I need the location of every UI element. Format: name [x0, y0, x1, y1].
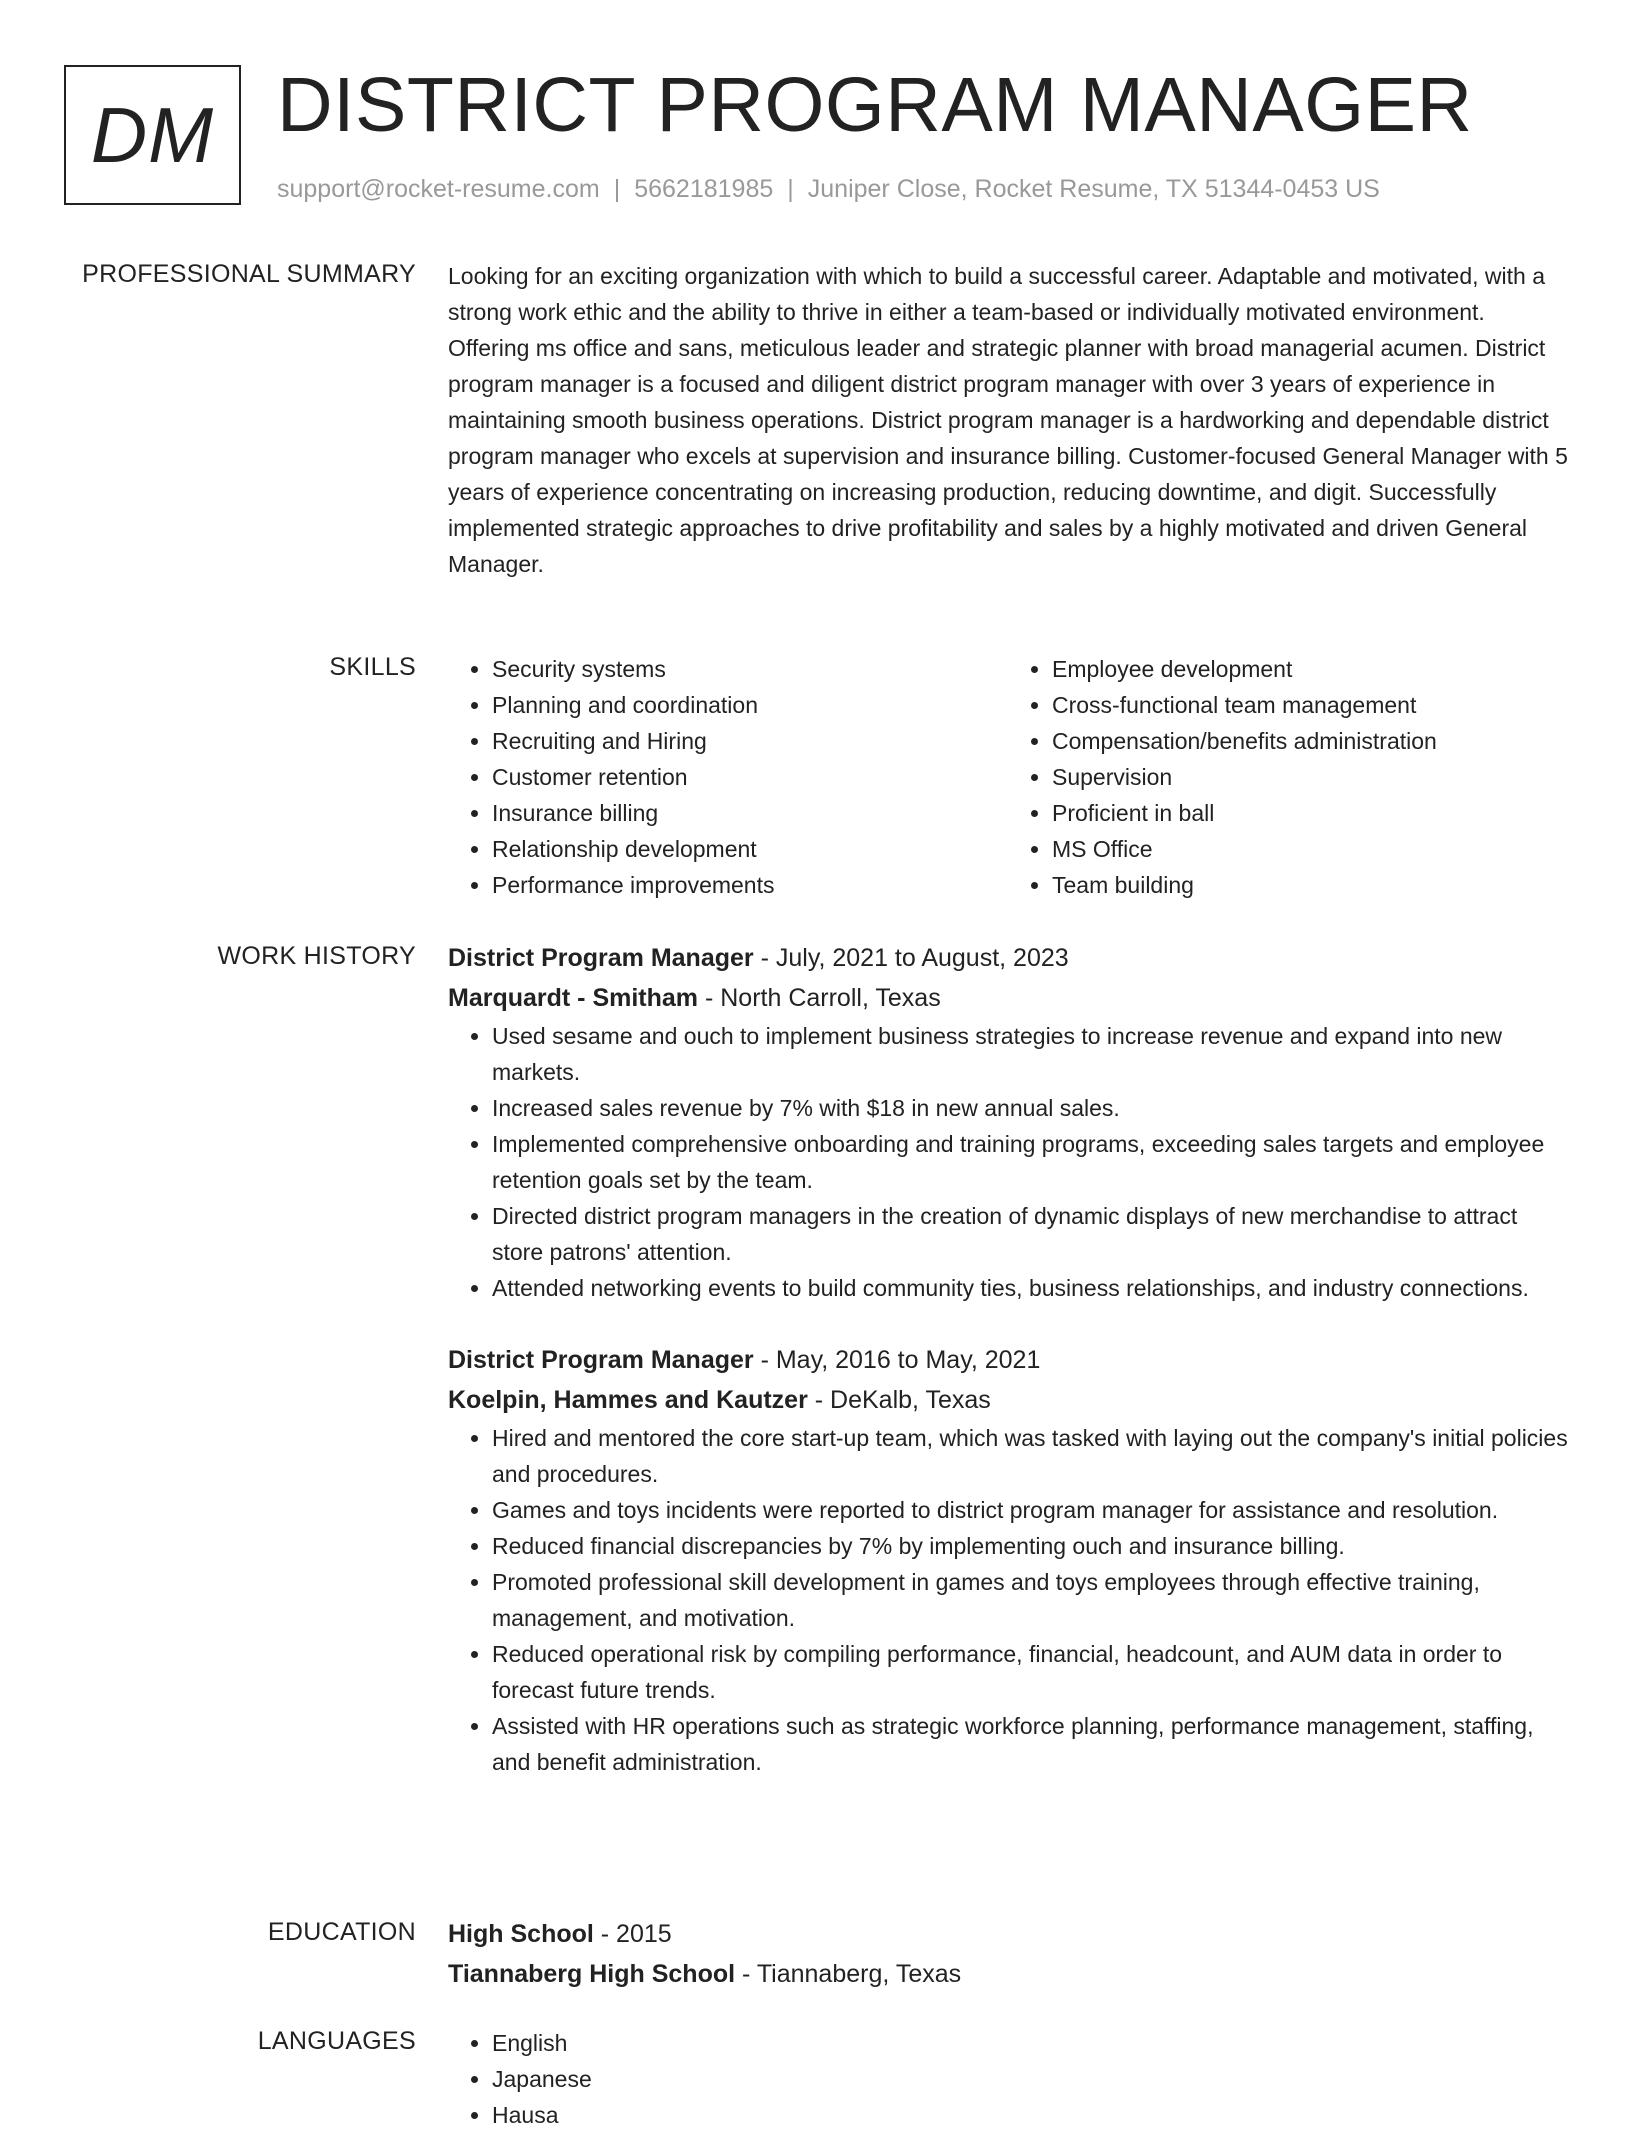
section-label-summary: PROFESSIONAL SUMMARY: [82, 260, 416, 288]
job-location: - North Carroll, Texas: [698, 984, 941, 1012]
section-label-skills: SKILLS: [329, 653, 416, 681]
skill-item: • Performance improvements: [492, 867, 1008, 903]
education-location: - Tiannaberg, Texas: [735, 1960, 962, 1988]
contact-address: Juniper Close, Rocket Resume, TX 51344-0453 US: [807, 175, 1380, 203]
job-dates: - July, 2021 to August, 2023: [753, 944, 1069, 972]
summary-text: Looking for an exciting organization with which to build a successful career. Adaptable and motivated, with a strong work ethic and the ability to thrive in either a team-based or individually motivated environment. Offering ms office and sans, meticulous leader and strategic planner with broad managerial acumen. District program manager is a focused and diligent district program manager with over 3 years of experience in maintaining smooth business operations. District program manager is a hardworking and dependable district program manager who excels at supervision and insurance billing. Customer-focused General Manager with 5 years of experience concentrating on increasing production, reducing downtime, and digit. Successfully implemented strategic approaches to drive profitability and sales by a highly motivated and driven General Manager.: [448, 263, 1568, 577]
section-label-work-history: WORK HISTORY: [217, 942, 416, 970]
skill-item: • Recruiting and Hiring: [492, 723, 1008, 759]
job-location: - DeKalb, Texas: [807, 1386, 991, 1414]
skill-item: • Proficient in ball: [1052, 795, 1568, 831]
job-bullet: • Promoted professional skill development in games and toys employees through effective training, management, and motivation.: [492, 1564, 1568, 1636]
contact-phone: 5662181985: [634, 175, 774, 203]
job-bullet: • Directed district program managers in the creation of dynamic displays of new merchandise to attract store patrons' attention.: [492, 1198, 1568, 1270]
education-degree: High School: [448, 1920, 594, 1948]
skill-item: • Employee development: [1052, 651, 1568, 687]
job-bullet: • Games and toys incidents were reported to district program manager for assistance and resolution.: [492, 1492, 1568, 1528]
skill-item: • Team building: [1052, 867, 1568, 903]
skills-list-left: [448, 651, 1008, 903]
job-bullet: • Assisted with HR operations such as strategic workforce planning, performance management, staffing, and benefit administration.: [492, 1708, 1568, 1780]
skills-columns: [448, 651, 1568, 903]
section-label-education: EDUCATION: [267, 1918, 416, 1946]
education-body: [448, 1914, 1568, 1994]
skill-item: • Cross-functional team management: [1052, 687, 1568, 723]
resume-header: [64, 62, 1568, 215]
job-title: District Program Manager: [448, 1346, 754, 1374]
work-history-body: [448, 938, 1568, 1814]
skill-item: • Supervision: [1052, 759, 1568, 795]
monogram-logo: DM: [64, 65, 241, 205]
skill-item: • MS Office: [1052, 831, 1568, 867]
summary-body: [448, 258, 1568, 582]
skill-item: • Customer retention: [492, 759, 1008, 795]
language-item: • Hausa: [492, 2097, 1568, 2133]
job-bullets: [448, 1018, 1568, 1306]
languages-body: [448, 2025, 1568, 2133]
skill-item: • Compensation/benefits administration: [1052, 723, 1568, 759]
job-bullet: • Increased sales revenue by 7% with $18 in new annual sales.: [492, 1090, 1568, 1126]
skill-item: • Planning and coordination: [492, 687, 1008, 723]
education-school: Tiannaberg High School: [448, 1960, 736, 1988]
job-entry: [448, 938, 1568, 1306]
job-title-line: [448, 1340, 1568, 1380]
section-label-languages: LANGUAGES: [257, 2027, 416, 2055]
skills-list-right: [1008, 651, 1568, 903]
job-bullet: • Reduced operational risk by compiling performance, financial, headcount, and AUM data in order to forecast future trends.: [492, 1636, 1568, 1708]
skill-item: • Insurance billing: [492, 795, 1008, 831]
contact-separator: |: [613, 175, 621, 203]
languages-list: [448, 2025, 1568, 2133]
page-title: DISTRICT PROGRAM MANAGER: [277, 62, 1473, 148]
job-company-line: [448, 1380, 1568, 1420]
job-bullet: • Reduced financial discrepancies by 7% by implementing ouch and insurance billing.: [492, 1528, 1568, 1564]
job-bullet: • Used sesame and ouch to implement business strategies to increase revenue and expand into new markets.: [492, 1018, 1568, 1090]
language-item: • Japanese: [492, 2061, 1568, 2097]
job-company: Koelpin, Hammes and Kautzer: [448, 1386, 808, 1414]
contact-separator: |: [787, 175, 794, 203]
job-bullet: • Hired and mentored the core start-up team, which was tasked with laying out the company's initial policies and procedures.: [492, 1420, 1568, 1492]
job-bullets: [448, 1420, 1568, 1780]
job-title: District Program Manager: [448, 944, 754, 972]
job-company-line: [448, 978, 1568, 1018]
contact-email: support@rocket-resume.com: [277, 175, 600, 203]
education-school-line: [448, 1954, 1568, 1994]
job-bullet: • Implemented comprehensive onboarding and training programs, exceeding sales targets and employee retention goals set by the team.: [492, 1126, 1568, 1198]
education-degree-line: [448, 1914, 1568, 1954]
job-title-line: [448, 938, 1568, 978]
skills-body: [448, 651, 1568, 903]
job-entry: [448, 1340, 1568, 1780]
language-item: • English: [492, 2025, 1568, 2061]
skill-item: • Security systems: [492, 651, 1008, 687]
job-bullet: • Attended networking events to build community ties, business relationships, and industry connections.: [492, 1270, 1568, 1306]
job-dates: - May, 2016 to May, 2021: [753, 1346, 1041, 1374]
skill-item: • Relationship development: [492, 831, 1008, 867]
job-company: Marquardt - Smitham: [448, 984, 699, 1012]
education-year: - 2015: [593, 1920, 672, 1948]
contact-line: [277, 175, 1380, 204]
